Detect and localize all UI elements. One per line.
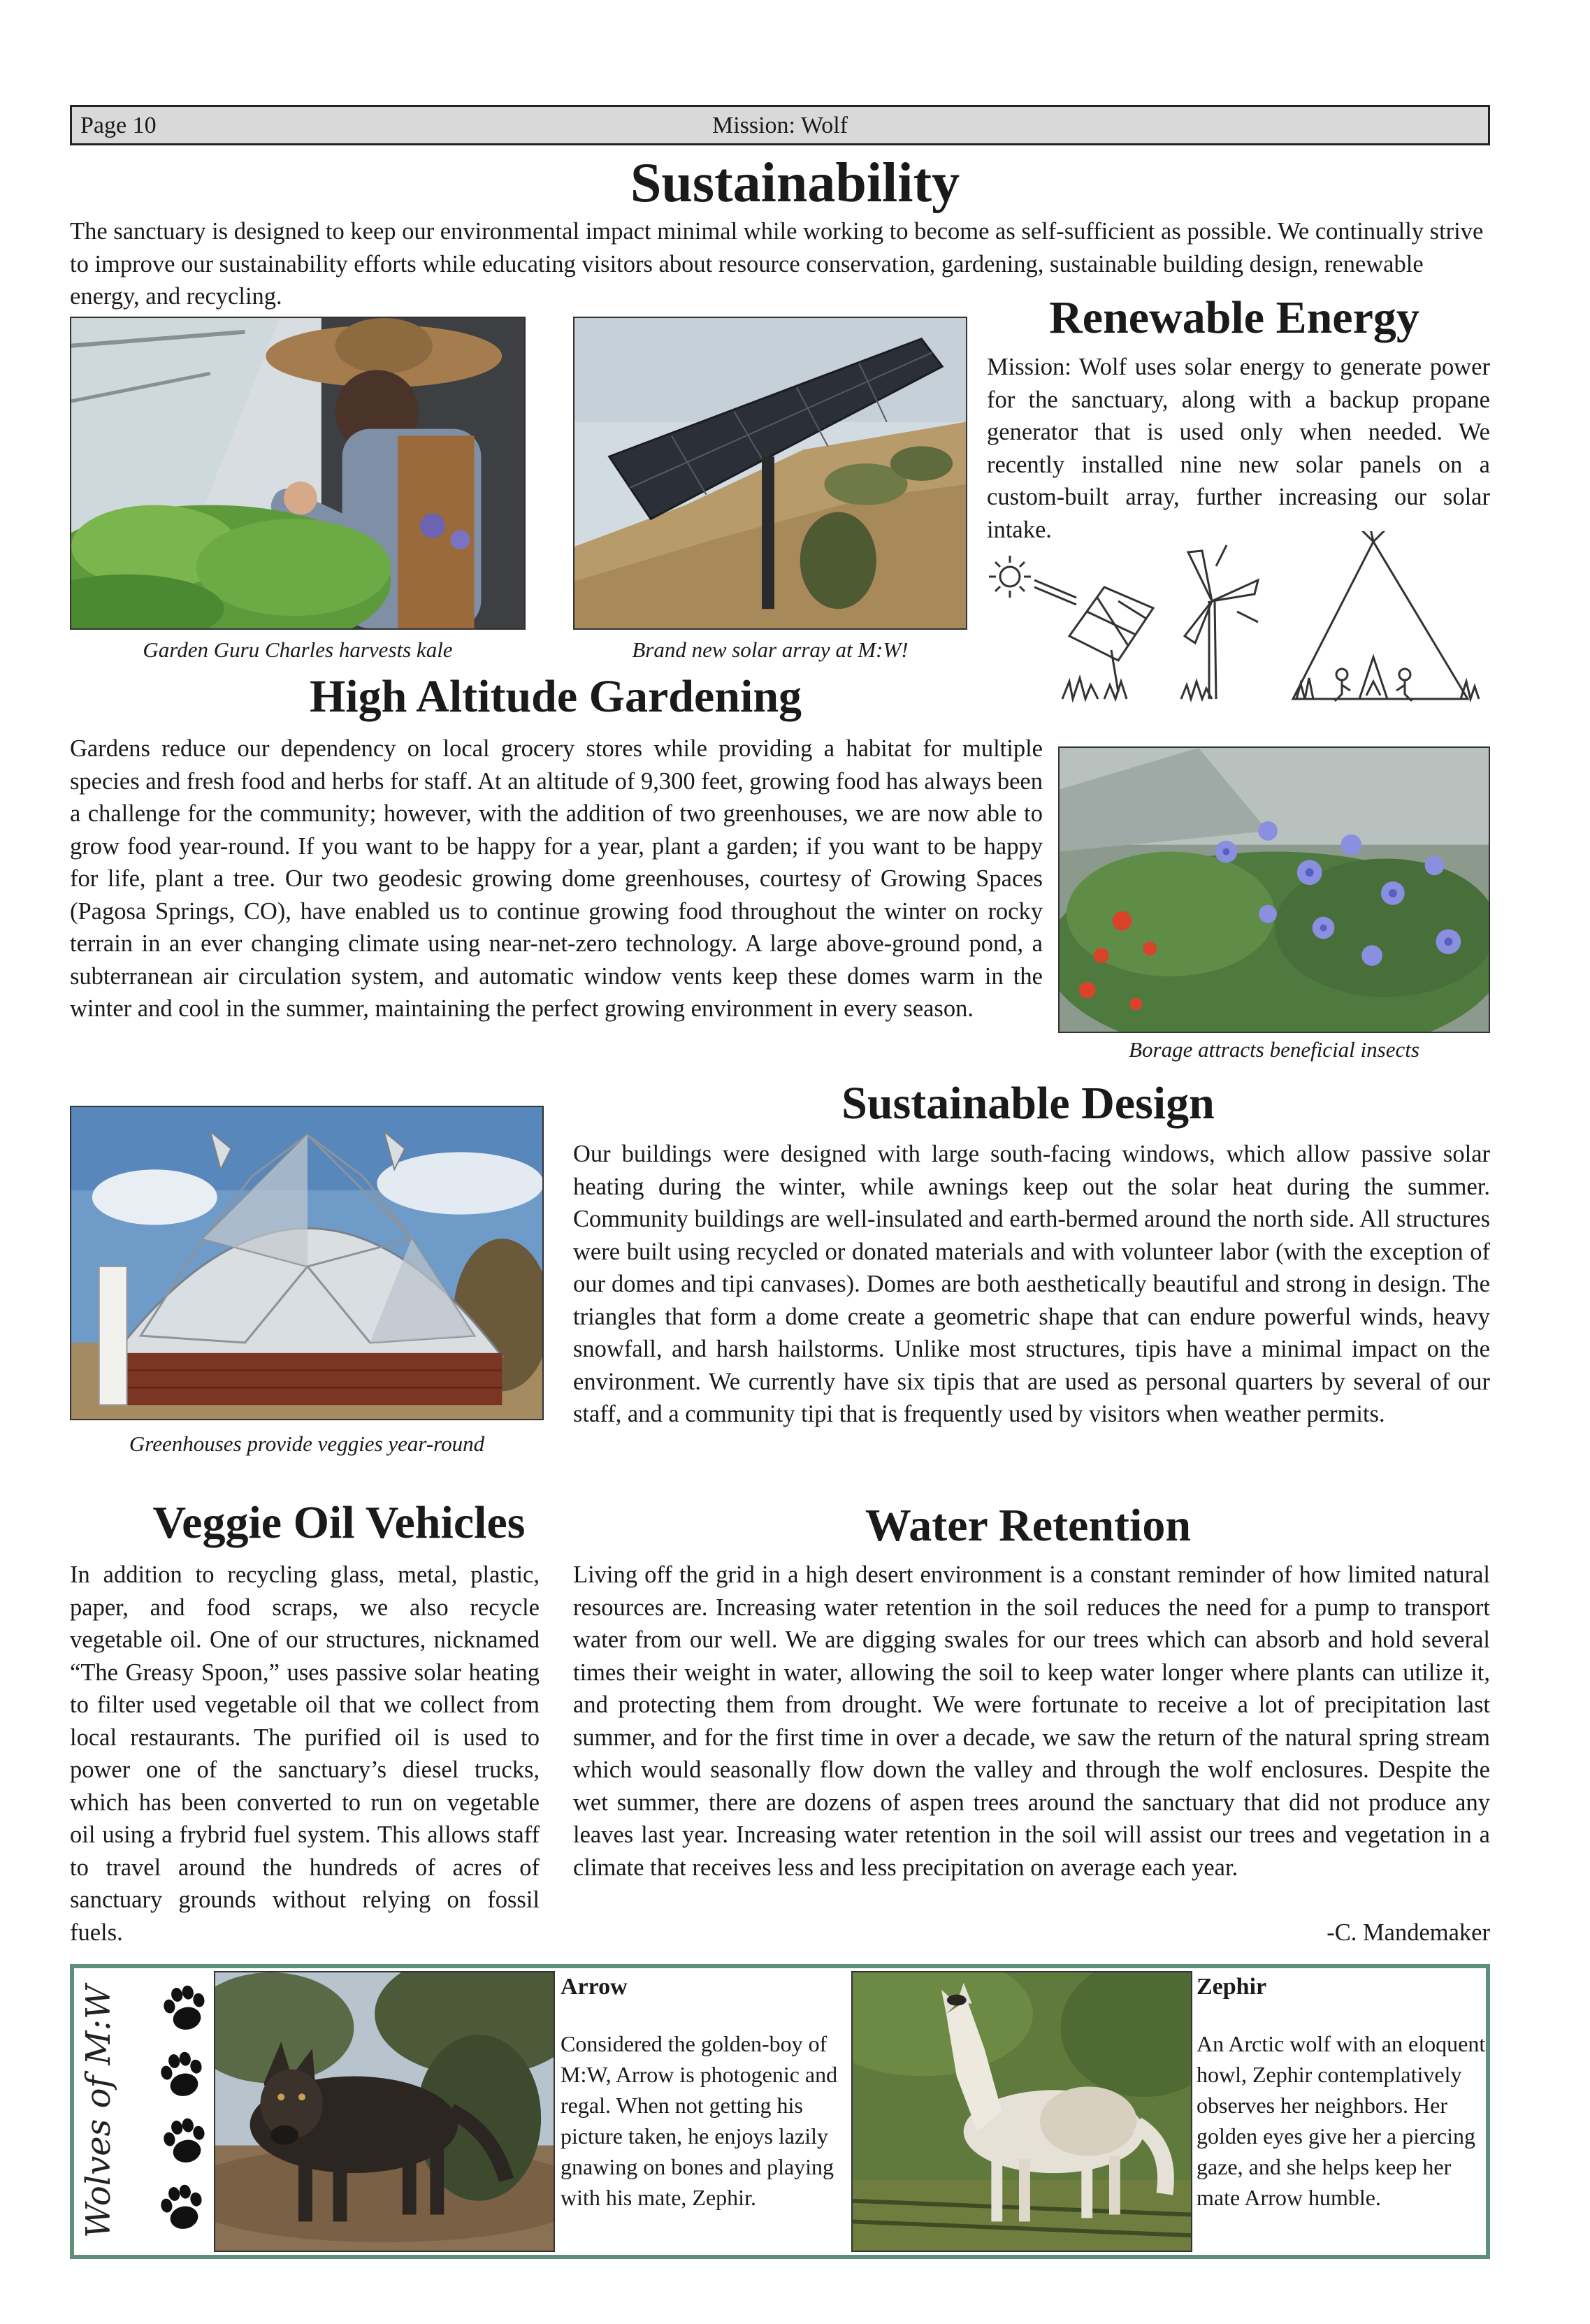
water-retention-text: Living off the grid in a high desert environment is a constant reminder of how limited natural resources are. Increasing water retention in the soil reduces the need for a pump to transport water from our well. We are digging swales for our trees which can absorb and hold several times their weight in water, allowing the soil to keep water longer where plants can utilize it, and protecting them from drought. We were fortunate to receive a lot of precipitation last summer, and for the first time in over a decade, we saw the return of the natural spring stream which would seasonally flow down the valley and through the wolf enclosures. Despite the wet summer, there are dozens of aspen trees around the sanctuary that did not produce any leaves last year. Increasing water retention in the soil will assist our trees and vegetation in a climate that receives less and less precipitation on average each year. (573, 1561, 1490, 1881)
arrow-wolf-photo (214, 1971, 555, 2252)
sustainable-design-text: Our buildings were designed with large south-facing windows, which allow passive solar heating during the winter, while awnings keep out the solar heat during the summer. Community buildings are well-insulated and earth-bermed around the north side. All structures were built using recycled or donated materials and with volunteer labor (with the exception of our domes and tipi canvases). Domes are both aesthetically beautiful and strong in design. The triangles that form a dome create a geometric shape that can endure powerful winds, heavy snowfall, and harsh hailstorms. Unlike most structures, tipis have a minimal impact on the environment. We currently have six tipis that are used as personal quarters by several of our staff, and a community tipi that is frequently used by visitors when weather permits. (573, 1141, 1490, 1427)
sustainable-design-heading: Sustainable Design (841, 1078, 1215, 1129)
arrow-profile (561, 1974, 851, 2213)
wolves-section-label (75, 1968, 122, 2255)
borage-caption: Borage attracts beneficial insects (1129, 1037, 1419, 1062)
gardening-text: Gardens reduce our dependency on local grocery stores while providing a habitat for multiple species and fresh food and herbs for staff. At an altitude of 9,300 feet, growing food has always been a challenge for the community; however, with the addition of two greenhouses, we are now able to grow food year-round. If you want to be happy for a year, plant a garden; if you want to be happy for life, plant a tree. Our two geodesic growing dome greenhouses, courtesy of Growing Spaces (Pagosa Springs, CO), have enabled us to continue growing food throughout the winter on rocky terrain in an ever changing climate using near-net-zero technology. A large above-ground pond, a subterranean air circulation system, and automatic window vents keep these domes warm in the winter and cool in the summer, maintaining the perfect growing environment in every season. (70, 735, 1043, 1022)
zephir-profile (1197, 1974, 1486, 2213)
author-byline: -C. Mandemaker (1327, 1919, 1490, 1946)
paw-prints-icon (155, 1975, 215, 2248)
veggie-oil-text: In addition to recycling glass, metal, plastic, paper, and food scraps, we also recycle vegetable oil. One of our structures, nicknamed “The Greasy Spoon,” uses passive solar heating to filter used vegetable oil that we collect from local restaurants. The purified oil is used to power one of the sanctuary’s diesel trucks, which has been converted to run on vegetable oil using a frybrid fuel system. This allows staff to travel around the hundreds of acres of sanctuary grounds without relying on fossil fuels. (70, 1561, 540, 1946)
zephir-description: An Arctic wolf with an eloquent howl, Zephir contemplatively observes her neighbors. Her golden eyes give her a piercing gaze, and she helps keep her mate Arrow humble. (1197, 2031, 1486, 2210)
tipi-icon (1293, 531, 1479, 701)
intro-paragraph: The sanctuary is designed to keep our environmental impact minimal while working to become as self-sufficient as possible. We continually strive to improve our sustainability efforts while educating visitors about resource conservation, gardening, sustainable building design, renewable energy, and recycling. (70, 218, 1484, 310)
page-title: Sustainability (630, 152, 960, 214)
page-header (70, 105, 1490, 145)
wolves-section-label-text: Wolves of M:W (79, 1984, 118, 2239)
borage-flowers-photo (1058, 746, 1490, 1033)
page-number: Page 10 (80, 113, 157, 138)
greenhouse-caption: Greenhouses provide veggies year-round (129, 1431, 485, 1456)
water-retention-heading: Water Retention (865, 1500, 1192, 1551)
solar-array-photo (573, 317, 967, 630)
arrow-name: Arrow (561, 1974, 628, 2000)
sun-icon (989, 556, 1076, 605)
greenhouse-dome-photo (70, 1106, 544, 1420)
renewable-energy-text: Mission: Wolf uses solar energy to generate power for the sanctuary, along with a backup propane generator that is used only when needed. We recently installed nine new solar panels on a custom-built array, further increasing our solar intake. (987, 354, 1490, 543)
zephir-name: Zephir (1197, 1974, 1267, 2000)
kale-caption: Garden Guru Charles harvests kale (143, 637, 453, 662)
solar-caption: Brand new solar array at M:W! (632, 637, 909, 662)
veggie-oil-heading: Veggie Oil Vehicles (152, 1497, 526, 1548)
renewable-energy-heading: Renewable Energy (1049, 292, 1419, 343)
gardening-heading: High Altitude Gardening (309, 671, 802, 722)
kale-harvest-photo (70, 317, 526, 630)
energy-sketch-illustration (978, 531, 1490, 719)
wolves-of-mw-section (70, 1964, 1490, 2259)
arrow-description: Considered the golden-boy of M:W, Arrow is photogenic and regal. When not getting his picture taken, he enjoys lazily gnawing on bones and playing with his mate, Zephir. (561, 2031, 838, 2210)
newsletter-name: Mission: Wolf (711, 113, 848, 138)
zephir-wolf-photo (851, 1971, 1192, 2252)
windmill-icon (1181, 545, 1258, 699)
